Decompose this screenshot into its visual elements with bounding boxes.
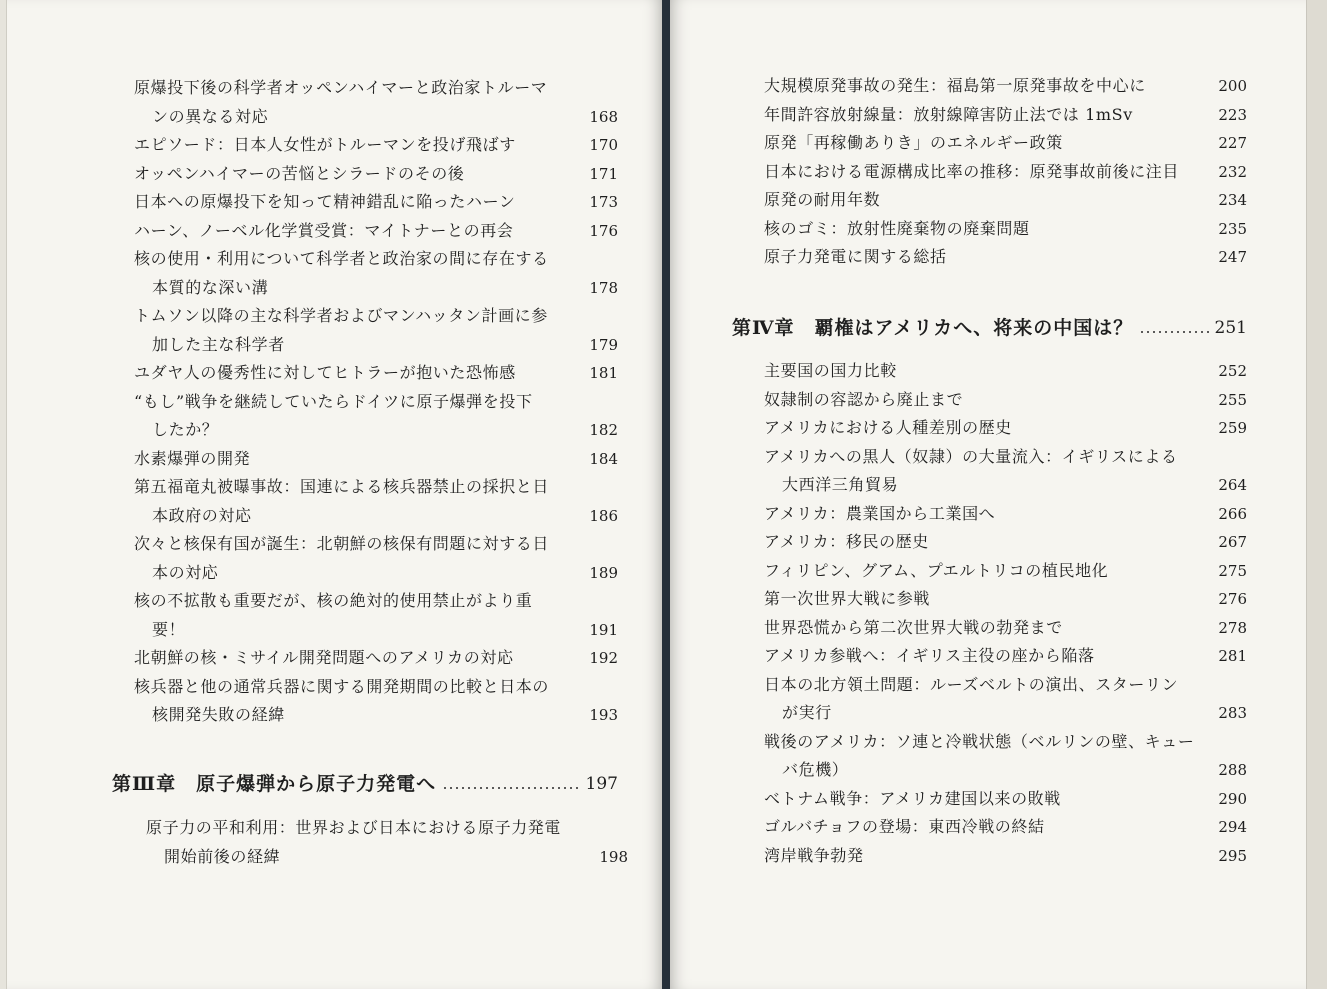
right-entry-1-line-0: 年間許容放射線量：放射線障害防止法では 1mSv <box>764 104 1133 124</box>
right-entry-1-page: 223 <box>1218 105 1247 124</box>
left-entry-1-line-0: エピソード：日本人女性がトルーマンを投げ飛ばす <box>134 135 516 154</box>
right-ch-entry-5-page: 267 <box>1218 533 1247 551</box>
right-entry-2-line-0: 原発「再稼働ありき」のエネルギー政策 <box>764 133 1063 152</box>
right-entry-0-line-0: 大規模原発事故の発生：福島第一原発事故を中心に <box>764 76 1146 95</box>
right-entry-0-page: 200 <box>1218 77 1247 95</box>
left-entry-14-line-1: 核開発失敗の経緯 <box>152 705 285 724</box>
right-ch-entry-4-page: 266 <box>1218 504 1247 523</box>
right-ch-entry-10-page: 283 <box>1218 704 1247 722</box>
right-ch-entry-3-line-1: 大西洋三角貿易 <box>782 475 899 494</box>
right-ch-entry-0-page: 252 <box>1218 362 1247 380</box>
left-entry-5-page: 178 <box>589 278 618 297</box>
right-entry-4-line-0: 原発の耐用年数 <box>764 190 881 209</box>
right-entry-3-page: 232 <box>1218 162 1247 181</box>
left-entry-0-line-1: ンの異なる対応 <box>152 106 269 126</box>
left-entry-14-line-0: 核兵器と他の通常兵器に関する開発期間の比較と日本の <box>134 676 550 696</box>
left-entry-10-line-1: 本政府の対応 <box>152 505 252 525</box>
right-entry-2-page: 227 <box>1218 134 1247 152</box>
right-ch-entry-2-line-0: アメリカにおける人種差別の歴史 <box>764 418 1012 437</box>
book-gutter <box>662 0 670 989</box>
right-ch-entry-12-line-0: ベトナム戦争：アメリカ建国以来の敗戦 <box>764 788 1061 808</box>
left-ch-entry-0-line-0: 原子力の平和利用：世界および日本における原子力発電 <box>146 818 562 837</box>
left-entry-14-page: 193 <box>589 706 618 724</box>
right-ch-entry-11-page: 288 <box>1218 761 1247 779</box>
left-entry-3-page: 173 <box>589 193 618 211</box>
right-ch-entry-2-page: 259 <box>1218 419 1247 437</box>
left-entry-2-page: 171 <box>589 164 618 183</box>
right-entry-3-line-0: 日本における電源構成比率の推移：原発事故前後に注目 <box>764 161 1180 181</box>
right-ch-entry-1-page: 255 <box>1218 390 1247 409</box>
right-ch-entry-14-page: 295 <box>1218 846 1247 865</box>
left-entry-8-line-1: したか？ <box>152 420 219 439</box>
right-ch-entry-6-page: 275 <box>1218 561 1247 580</box>
right-page <box>668 0 1308 989</box>
left-entry-12-page: 191 <box>589 620 618 639</box>
right-entry-6-page: 247 <box>1218 248 1247 266</box>
left-page-edge <box>0 0 7 989</box>
left-entry-13-line-0: 北朝鮮の核・ミサイル開発問題へのアメリカの対応 <box>134 648 514 667</box>
left-entry-11-line-1: 本の対応 <box>152 562 219 582</box>
left-entry-12-line-1: 要！ <box>152 619 186 639</box>
right-ch-entry-5-line-0: アメリカ：移民の歴史 <box>764 532 929 551</box>
left-entry-2-line-0: オッペンハイマーの苦悩とシラードのその後 <box>134 163 465 183</box>
right-ch-entry-3-page: 264 <box>1218 476 1247 494</box>
right-ch-entry-3-line-0: アメリカへの黒人（奴隷）の大量流入：イギリスによる <box>764 446 1178 466</box>
left-entry-7-page: 181 <box>589 364 618 382</box>
left-entry-9-page: 184 <box>589 449 618 468</box>
left-entry-0-page: 168 <box>589 107 618 126</box>
right-chapter-title: 第Ⅳ章 覇権はアメリカへ、将来の中国は？ <box>732 317 1134 339</box>
left-ch-entry-0-page: 198 <box>599 847 628 866</box>
left-ch-entry-0-line-1: 開始前後の経緯 <box>164 846 281 866</box>
right-ch-entry-8-line-0: 世界恐慌から第二次世界大戦の勃発まで <box>764 617 1063 637</box>
left-entry-12-line-0: 核の不拡散も重要だが、核の絶対的使用禁止がより重 <box>134 591 533 610</box>
right-ch-entry-11-line-0: 戦後のアメリカ：ソ連と冷戦状態（ベルリンの壁、キュー <box>764 731 1195 751</box>
left-entry-10-line-0: 第五福竜丸被曝事故：国連による核兵器禁止の採択と日 <box>134 477 550 496</box>
right-page-edge <box>1306 0 1327 989</box>
left-entry-5-line-0: 核の使用・利用について科学者と政治家の間に存在する <box>134 249 549 268</box>
left-entry-3-line-0: 日本への原爆投下を知って精神錯乱に陥ったハーン <box>134 192 516 211</box>
left-entry-10-page: 186 <box>589 506 618 525</box>
left-entry-6-line-1: 加した主な科学者 <box>152 334 285 354</box>
left-entry-4-page: 176 <box>589 221 618 240</box>
right-ch-entry-9-page: 281 <box>1218 647 1247 665</box>
left-entry-5-line-1: 本質的な深い溝 <box>152 277 269 297</box>
left-entry-6-line-0: トムソン以降の主な科学者およびマンハッタン計画に参 <box>134 306 548 325</box>
left-entry-4-line-0: ハーン、ノーベル化学賞受賞：マイトナーとの再会 <box>134 220 514 240</box>
right-ch-entry-13-line-0: ゴルバチョフの登場：東西冷戦の終結 <box>764 817 1045 836</box>
right-ch-entry-4-line-0: アメリカ：農業国から工業国へ <box>764 503 996 523</box>
right-ch-entry-10-line-0: 日本の北方領土問題：ルーズベルトの演出、スターリン <box>764 674 1179 694</box>
left-chapter-leader-dots <box>442 787 582 789</box>
left-chapter-title: 第Ⅲ章 原子爆弾から原子力発電へ <box>112 773 437 795</box>
left-chapter-page: 197 <box>585 774 618 794</box>
left-entry-9-line-0: 水素爆弾の開発 <box>134 448 251 468</box>
left-entry-11-line-0: 次々と核保有国が誕生：北朝鮮の核保有問題に対する日 <box>134 534 550 553</box>
left-entry-13-page: 192 <box>589 649 618 667</box>
right-chapter-page: 251 <box>1214 318 1247 338</box>
right-ch-entry-12-page: 290 <box>1218 789 1247 808</box>
right-entry-6-line-0: 原子力発電に関する総括 <box>764 247 947 266</box>
left-entry-7-line-0: ユダヤ人の優秀性に対してヒトラーが抱いた恐怖感 <box>134 363 516 382</box>
right-ch-entry-10-line-1: が実行 <box>782 703 832 722</box>
right-ch-entry-8-page: 278 <box>1218 618 1247 637</box>
left-entry-6-page: 179 <box>589 335 618 354</box>
left-entry-11-page: 189 <box>589 563 618 582</box>
right-ch-entry-9-line-0: アメリカ参戦へ：イギリス主役の座から陥落 <box>764 646 1095 665</box>
right-ch-entry-7-page: 276 <box>1218 590 1247 608</box>
right-entry-4-page: 234 <box>1218 191 1247 209</box>
right-ch-entry-7-line-0: 第一次世界大戦に参戦 <box>764 589 931 608</box>
left-entry-1-page: 170 <box>589 136 618 154</box>
left-entry-8-line-0: “もし”戦争を継続していたらドイツに原子爆弾を投下 <box>134 391 533 411</box>
right-entry-5-line-0: 核のゴミ：放射性廃棄物の廃棄問題 <box>764 218 1030 238</box>
left-entry-8-page: 182 <box>589 421 618 439</box>
right-ch-entry-13-page: 294 <box>1218 818 1247 836</box>
right-entry-5-page: 235 <box>1218 219 1247 238</box>
right-chapter-leader-dots <box>1139 331 1211 333</box>
right-ch-entry-1-line-0: 奴隷制の容認から廃止まで <box>764 389 964 409</box>
left-entry-0-line-0: 原爆投下後の科学者オッペンハイマーと政治家トルーマ <box>134 78 548 97</box>
right-ch-entry-11-line-1: バ危機） <box>782 760 849 779</box>
right-ch-entry-14-line-0: 湾岸戦争勃発 <box>764 845 864 865</box>
right-ch-entry-6-line-0: フィリピン、グアム、プエルトリコの植民地化 <box>764 560 1109 580</box>
right-ch-entry-0-line-0: 主要国の国力比較 <box>764 361 897 380</box>
